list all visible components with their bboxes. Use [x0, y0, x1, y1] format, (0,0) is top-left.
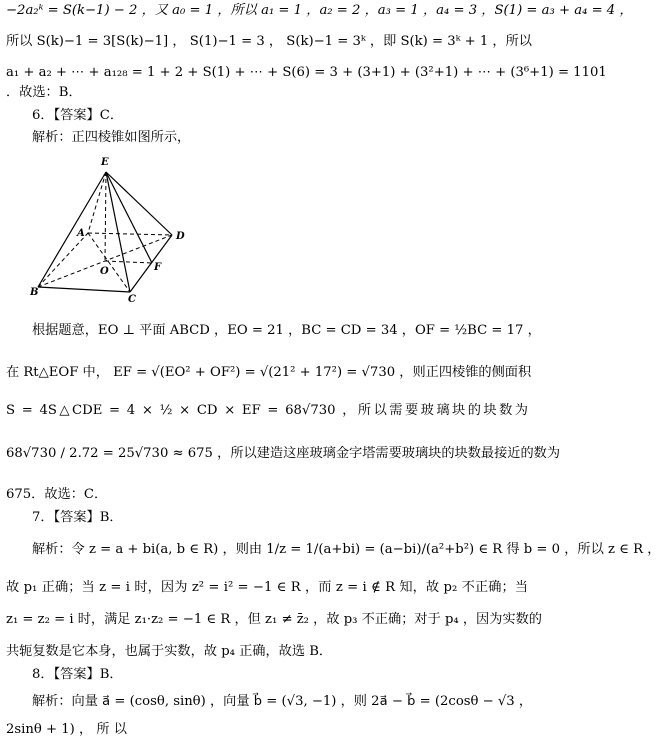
- label-f: F: [154, 262, 162, 273]
- edge-eb: [38, 172, 106, 287]
- analysis-6-conclusion: 675．故选：C．: [6, 487, 108, 502]
- edge-bc: [38, 287, 130, 292]
- label-d: D: [176, 231, 185, 242]
- text-line-3: a₁ + a₂ + ⋯ + a₁₂₈ = 1 + 2 + S(1) + ⋯ + S(6) = 3 + (3+1) + (3²+1) + ⋯ + (3⁶+1) = 1101: [6, 65, 607, 80]
- analysis-7-line-1: 解析：令 z = a + bi(a, b ∈ R) ，则由 1/z = 1/(a+bi) = (a−bi)/(a²+b²) ∈ R 得 b = 0 ，所以 z ∈ R ，: [32, 542, 660, 557]
- analysis-6-line-1: 根据题意，EO ⊥ 平面 ABCD ，EO = 21 ，BC = CD = 34 ，OF = ½BC = 17 ，: [32, 323, 541, 338]
- analysis-8-line-2: 2sinθ + 1) ， 所 以: [6, 722, 127, 737]
- analysis-7-line-2: 故 p₁ 正确；当 z = i 时，因为 z² = i² = −1 ∈ R ，而 z = i ∉ R 知，故 p₂ 不正确；当: [6, 580, 528, 595]
- analysis-6-line-3: S = 4S△CDE = 4 × ½ × CD × EF = 68√730 ，所以需要玻璃块的块数为: [6, 403, 528, 418]
- text-line-1: −2a₂ᵏ = S(k−1) − 2 ，又 a₀ = 1 ，所以 a₁ = 1 ，a₂ = 2 ，a₃ = 1 ，a₄ = 3 ，S(1) = a₃ + a₄ = 4 ，: [6, 3, 633, 18]
- label-a: A: [77, 228, 85, 239]
- edge-ea-hidden: [88, 172, 106, 233]
- label-b: B: [30, 287, 39, 298]
- text-line-2: 所以 S(k)−1 = 3[S(k)−1] ， S(1)−1 = 3 ， S(k)−1 = 3ᵏ ，即 S(k) = 3ᵏ + 1 ，所以: [6, 34, 532, 49]
- edge-ad-hidden: [88, 233, 172, 235]
- answer-7-heading: 7．【答案】B．: [32, 510, 123, 525]
- label-e: E: [101, 157, 109, 168]
- analysis-6-line-2: 在 Rt△EOF 中， EF = √(EO² + OF²) = √(21² + 17²) = √730 ，则正四棱锥的侧面积: [6, 365, 532, 380]
- edge-ec: [106, 172, 130, 292]
- answer-6-heading: 6．【答案】C．: [32, 108, 124, 123]
- analysis-8-line-1: 解析：向量 a⃗ = (cosθ, sinθ) ，向量 b⃗ = (√3, −1) ，则 2a⃗ − b⃗ = (2cosθ − √3 ，: [32, 694, 533, 709]
- text-line-4: ．故选：B．: [6, 85, 82, 100]
- analysis-7-line-4: 共轭复数是它本身，也属于实数，故 p₄ 正确，故选 B．: [6, 644, 333, 659]
- segment-ef: [106, 172, 152, 263]
- segment-of-hidden: [105, 261, 152, 263]
- analysis-6-intro: 解析：正四棱锥如图所示，: [32, 130, 191, 145]
- label-c: C: [128, 294, 136, 305]
- analysis-6-line-4: 68√730 / 2.72 = 25√730 ≈ 675 ，所以建造这座玻璃金字塔需要玻璃块的块数最接近的数为: [6, 446, 561, 461]
- edge-ba-hidden: [38, 233, 88, 287]
- analysis-7-line-3: z₁ = z₂ = i 时，满足 z₁·z₂ = −1 ∈ R ，但 z₁ ≠ z̄₂ ，故 p₃ 不正确；对于 p₄ ，因为实数的: [6, 612, 542, 627]
- label-o: O: [100, 266, 109, 277]
- answer-8-heading: 8．【答案】B．: [32, 667, 123, 682]
- pyramid-figure: [30, 152, 205, 305]
- edge-ed: [106, 172, 172, 235]
- pyramid-diagram: [30, 152, 205, 305]
- height-eo-hidden: [105, 172, 106, 261]
